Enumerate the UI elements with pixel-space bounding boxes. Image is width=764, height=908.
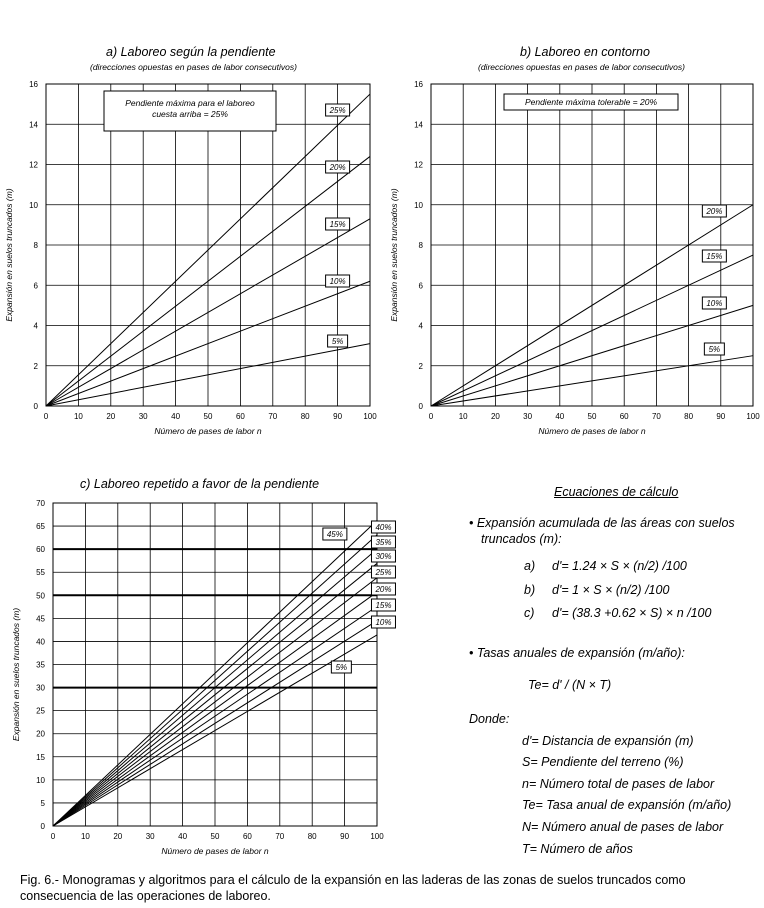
chart-a-series-label: 25% (329, 106, 346, 115)
chart-a-xtick-label: 30 (138, 412, 148, 421)
chart-c-xlabel: Número de pases de labor n (161, 846, 269, 856)
chart-b-xlabel: Número de pases de labor n (538, 426, 646, 436)
chart-b-series-label: 15% (706, 252, 723, 261)
chart-b-ytick-label: 0 (418, 402, 423, 411)
chart-c-series-label: 15% (375, 601, 392, 610)
chart-b-ytick-label: 2 (418, 361, 423, 371)
definition-item: T= Número de años (522, 842, 633, 856)
equation-bullet-expansion: • Expansión acumulada de las áreas con suelos (469, 516, 735, 530)
chart-c-ytick-label: 70 (36, 499, 45, 508)
chart-c-ytick-label: 60 (36, 545, 45, 555)
chart-a-xtick-label: 40 (171, 412, 181, 421)
chart-b-ytick-label: 10 (414, 200, 423, 210)
chart-b-series-label: 10% (706, 299, 723, 308)
definition-item: d'= Distancia de expansión (m) (522, 734, 694, 748)
chart-b-xtick-label: 80 (684, 412, 694, 421)
chart-c-ytick-label: 45 (36, 614, 45, 624)
chart-c-ytick-label: 10 (36, 775, 45, 785)
chart-c-ytick-label: 35 (36, 660, 45, 670)
chart-c-series-label: 40% (375, 523, 392, 532)
chart-c-xtick-label: 20 (113, 832, 123, 841)
chart-c-xtick-label: 90 (340, 832, 350, 841)
chart-a-ytick-label: 6 (33, 281, 38, 291)
equation-a: d'= 1.24 × S × (n/2) /100 (552, 559, 687, 573)
chart-c-xtick-label: 0 (50, 832, 56, 841)
chart-c-xtick-label: 50 (210, 832, 220, 841)
chart-a-ylabel: Expansión en suelos truncados (m) (4, 188, 14, 322)
chart-c-ylabel: Expansión en suelos truncados (m) (11, 607, 21, 742)
chart-a-ytick-label: 0 (33, 402, 38, 411)
chart-a-xtick-label: 50 (203, 412, 213, 421)
equation-bullet-expansion-cont: truncados (m): (481, 532, 562, 546)
chart-c-ytick-label: 30 (36, 683, 45, 693)
chart-b-xtick-label: 100 (746, 412, 760, 421)
chart-a-xtick-label: 70 (268, 412, 278, 421)
chart-c-xtick-label: 80 (307, 832, 317, 841)
chart-b-ytick-label: 16 (414, 80, 423, 89)
chart-a-ytick-label: 2 (33, 361, 38, 371)
chart-c-ytick-label: 20 (36, 729, 45, 739)
chart-c-series-label: 10% (375, 618, 392, 627)
chart-c-series-label: 25% (375, 568, 392, 577)
chart-c-series-label: 35% (375, 538, 392, 547)
chart-a-xlabel: Número de pases de labor n (154, 426, 262, 436)
equation-b: d'= 1 × S × (n/2) /100 (552, 583, 670, 597)
chart-b-ylabel: Expansión en suelos truncados (m) (389, 188, 399, 322)
equations-heading: Ecuaciones de cálculo (554, 485, 679, 499)
chart-c-xtick-label: 30 (145, 832, 155, 841)
chart-c-xtick-label: 70 (275, 832, 285, 841)
chart-b-series-label: 20% (706, 207, 723, 216)
chart-b-series-label: 5% (708, 345, 721, 354)
chart-a-subtitle: (direcciones opuestas en pases de labor consecutivos) (90, 62, 297, 72)
chart-a-xtick-label: 60 (235, 412, 245, 421)
equation-rate: Te= d' / (N × T) (528, 678, 612, 692)
definition-item: Te= Tasa anual de expansión (m/año) (522, 798, 732, 812)
definition-item: n= Número total de pases de labor (522, 777, 715, 791)
chart-b-xtick-label: 60 (619, 412, 629, 421)
chart-b-xtick-label: 90 (716, 412, 726, 421)
chart-c-ytick-label: 25 (36, 706, 45, 716)
chart-a-annotation-text: Pendiente máxima para el laboreo cuesta arriba = 25% (125, 98, 255, 119)
chart-b-subtitle: (direcciones opuestas en pases de labor consecutivos) (478, 62, 685, 72)
chart-b-plot (431, 84, 753, 406)
chart-a-xtick-label: 20 (106, 412, 116, 421)
chart-b-xtick-label: 40 (555, 412, 565, 421)
chart-a-title: a) Laboreo según la pendiente (106, 45, 276, 59)
chart-a-series-label: 20% (329, 163, 346, 172)
chart-a-series-label: 10% (329, 277, 346, 286)
chart-a-ytick-label: 4 (33, 321, 38, 331)
chart-b-ytick-label: 14 (414, 120, 423, 130)
chart-c-ytick-label: 40 (36, 637, 45, 647)
chart-c-series-label: 20% (375, 585, 392, 594)
equation-c: d'= (38.3 +0.62 × S) × n /100 (552, 606, 712, 620)
chart-c-xtick-label: 60 (242, 832, 252, 841)
chart-c-xtick-label: 100 (370, 832, 384, 841)
chart-b-xtick-label: 30 (523, 412, 533, 421)
chart-c-series-label: 30% (375, 552, 392, 561)
chart-b-ytick-label: 4 (418, 321, 423, 331)
chart-b-xtick-label: 0 (428, 412, 434, 421)
chart-a-xtick-label: 10 (73, 412, 83, 421)
chart-b-xtick-label: 10 (458, 412, 468, 421)
chart-b-ytick-label: 6 (418, 281, 423, 291)
chart-a-ytick-label: 8 (33, 241, 38, 250)
chart-c-xtick-label: 10 (80, 832, 90, 841)
definition-item: N= Número anual de pases de labor (522, 820, 724, 834)
equation-a-label: a) (524, 559, 536, 573)
chart-a-ytick-label: 10 (29, 200, 38, 210)
chart-a-xtick-label: 80 (300, 412, 310, 421)
chart-c-ytick-label: 5 (40, 798, 45, 808)
equation-donde: Donde: (469, 712, 510, 726)
chart-c-xtick-label: 40 (178, 832, 188, 841)
chart-c-series-label: 5% (335, 663, 348, 672)
chart-b-annotation-text: Pendiente máxima tolerable = 20% (524, 97, 658, 107)
chart-c-ytick-label: 15 (36, 752, 45, 762)
chart-b-title: b) Laboreo en contorno (520, 45, 650, 59)
chart-a-plot (46, 84, 370, 406)
chart-a-ytick-label: 14 (29, 120, 38, 130)
figure-caption: Fig. 6.- Monogramas y algoritmos para el cálculo de la expansión en las laderas de las zonas de suelos truncados como consecuencia de las operaciones de laboreo. (20, 873, 686, 903)
equation-b-label: b) (524, 583, 536, 597)
chart-a-ytick-label: 16 (29, 80, 38, 89)
equation-c-label: c) (524, 606, 535, 620)
chart-c-ytick-label: 50 (36, 591, 45, 601)
chart-c-title: c) Laboreo repetido a favor de la pendiente (80, 477, 320, 491)
definition-item: S= Pendiente del terreno (%) (522, 755, 684, 769)
chart-a-xtick-label: 90 (333, 412, 343, 421)
chart-a-series-label: 5% (331, 337, 344, 346)
chart-c-series-label: 45% (326, 530, 343, 539)
chart-b-xtick-label: 20 (490, 412, 500, 421)
chart-a-xtick-label: 0 (43, 412, 49, 421)
chart-b-xtick-label: 50 (587, 412, 597, 421)
chart-c-ytick-label: 55 (36, 568, 45, 578)
equation-bullet-rates: • Tasas anuales de expansión (m/año): (469, 646, 685, 660)
chart-a-ytick-label: 12 (29, 160, 38, 170)
chart-a-xtick-label: 100 (363, 412, 377, 421)
chart-a-series-label: 15% (329, 220, 346, 229)
chart-b-xtick-label: 70 (651, 412, 661, 421)
chart-c-ytick-label: 65 (36, 522, 45, 532)
chart-b-ytick-label: 12 (414, 160, 423, 170)
chart-c-ytick-label: 0 (40, 822, 45, 831)
chart-b-ytick-label: 8 (418, 241, 423, 250)
